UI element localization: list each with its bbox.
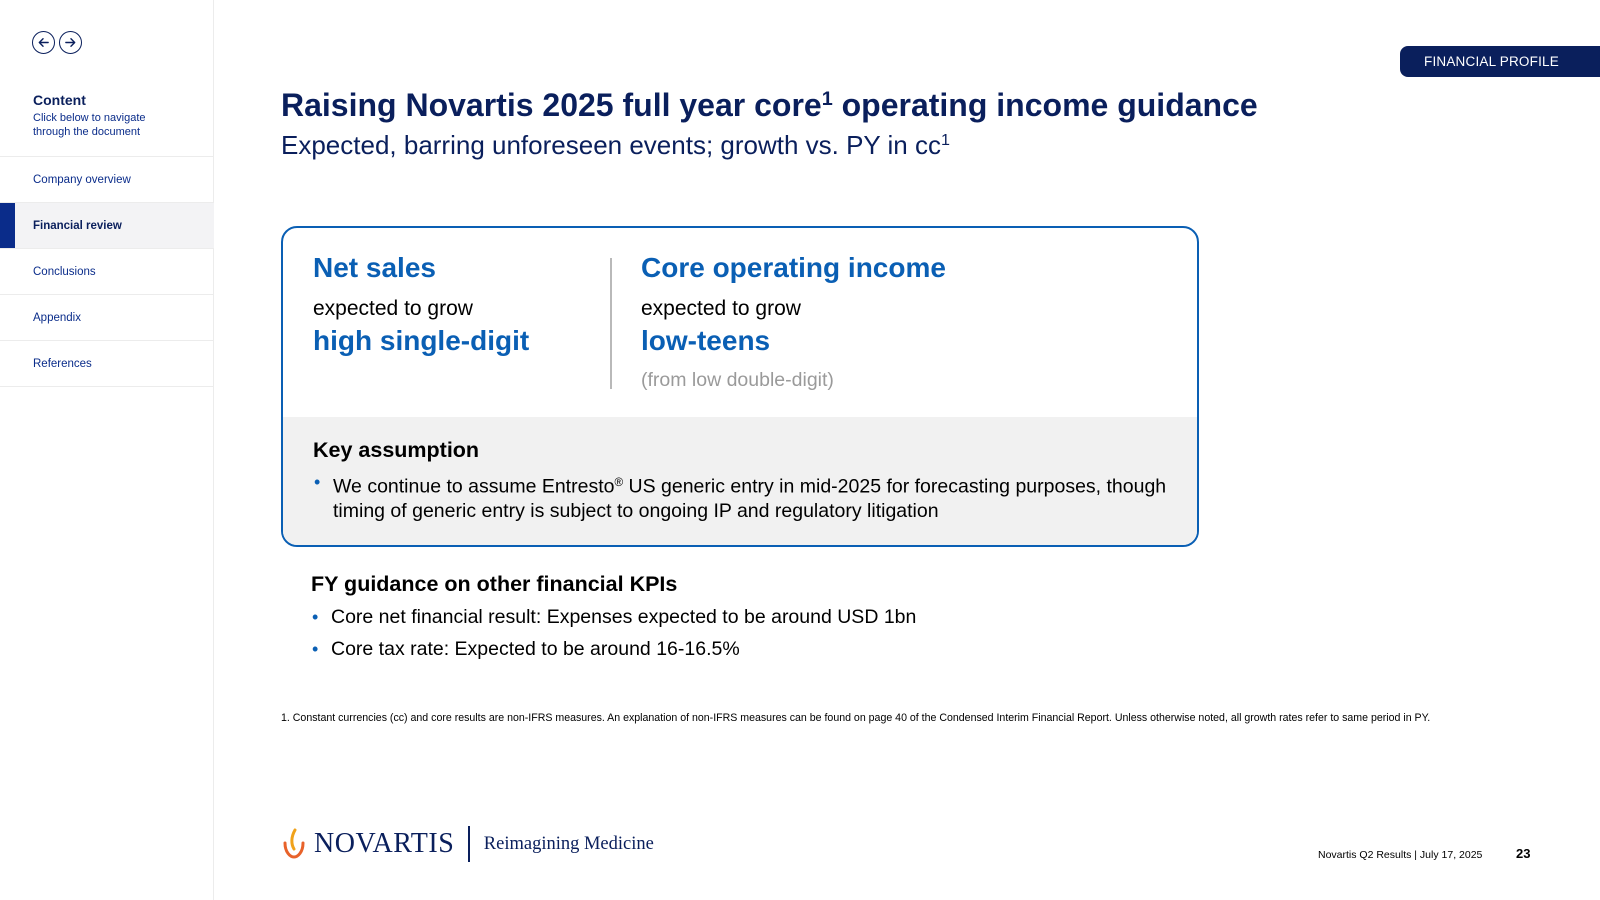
page-nav-arrows [32,31,82,54]
arrow-left-icon[interactable] [32,31,55,54]
key-assumption-panel [283,417,1197,547]
subtitle-text: Expected, barring unforeseen events; growth vs. PY in cc [281,130,941,160]
sidebar-item-company-overview[interactable]: Company overview [0,157,214,203]
section-tag: FINANCIAL PROFILE [1400,46,1600,77]
content-subtitle: Click below to navigate through the document [33,112,146,138]
page-title [281,87,1258,124]
footnote: 1. Constant currencies (cc) and core results are non-IFRS measures. An explanation of non-IFRS measures can be found on page 40 of the Condensed Interim Financial Report. Unless otherwise noted, all growth rates refer to same period in PY. [281,712,1431,724]
page-subtitle [281,130,950,161]
sidebar [0,0,214,900]
kpi-section [311,572,916,669]
title-footnote-ref: 1 [821,88,833,111]
core-operating-income-note: (from low double-digit) [641,369,834,391]
sidebar-item-financial-review[interactable]: Financial review [0,203,214,249]
net-sales-column [313,252,529,357]
sidebar-nav [0,156,214,387]
novartis-logo [281,826,654,862]
page-number: 23 [1516,846,1531,861]
sidebar-item-conclusions[interactable]: Conclusions [0,249,214,295]
key-assumption-text-end: US generic entry in mid-2025 for forecasting purposes, though timing of generic entry is subject to ongoing IP and regulatory litigation [333,475,1167,523]
core-operating-income-heading: Core operating income [641,252,946,283]
footer-doc-info: Novartis Q2 Results | July 17, 2025 [1318,849,1483,861]
net-sales-text: expected to grow [313,297,473,320]
key-assumption-text-start: We continue to assume Entresto [333,475,615,498]
key-assumption-title: Key assumption [313,438,480,462]
kpi-item: • Core net financial result: Expenses expected to be around USD 1bn [311,605,916,630]
guidance-box [281,226,1199,547]
net-sales-heading: Net sales [313,252,436,283]
kpi-title: FY guidance on other financial KPIs [311,572,678,596]
title-start: Raising Novartis 2025 full year core [281,87,822,123]
core-operating-income-text: expected to grow [641,297,801,320]
guidance-top [283,228,1197,417]
logo-separator [468,826,470,862]
logo-wordmark: NOVARTIS [314,828,455,859]
flame-logo-icon [281,827,307,861]
column-divider [610,258,612,389]
net-sales-value: high single-digit [313,325,530,356]
sidebar-item-appendix[interactable]: Appendix [0,295,214,341]
title-end: operating income guidance [832,87,1258,123]
subtitle-footnote-ref: 1 [941,131,950,150]
core-operating-income-value: low-teens [641,325,771,356]
key-assumption-bullet [313,470,1167,524]
sidebar-item-references[interactable]: References [0,341,214,387]
content-title: Content [33,92,86,108]
logo-tagline: Reimagining Medicine [483,833,654,854]
arrow-right-icon[interactable] [59,31,82,54]
core-operating-income-column [641,252,946,392]
content-header [33,92,173,139]
registered-mark: ® [614,476,624,489]
kpi-item: • Core tax rate: Expected to be around 16-16.5% [311,637,916,662]
